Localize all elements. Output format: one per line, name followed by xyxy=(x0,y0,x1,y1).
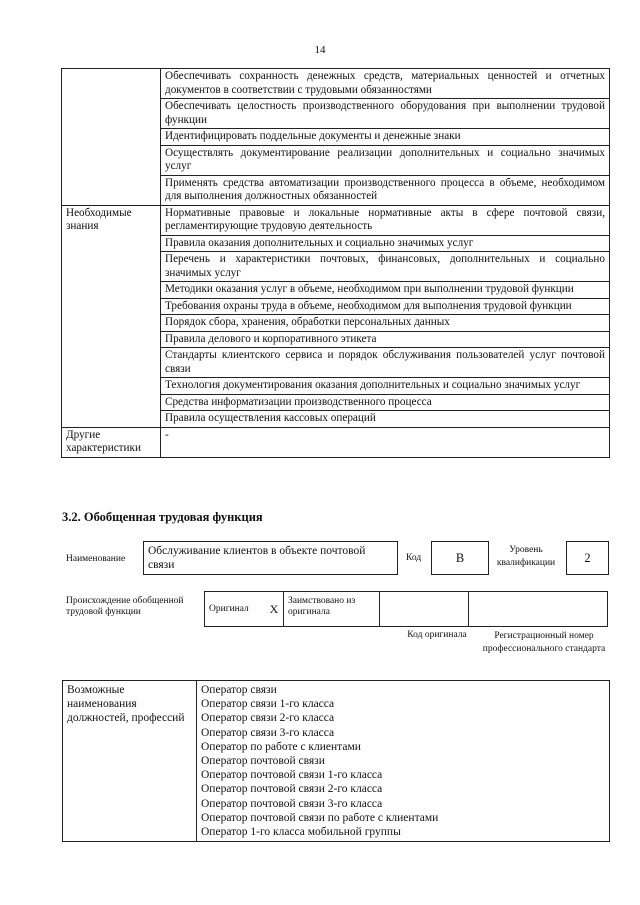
list-item: Оператор 1-го класса мобильной группы xyxy=(201,826,401,839)
table-cell: Обеспечивать сохранность денежных средств, материальных ценностей и отчетных документов в соответствии с трудовыми обязанностями xyxy=(161,69,610,99)
section-title: 3.2. Обобщенная трудовая функция xyxy=(62,510,263,524)
list-item: Оператор по работе с клиентами xyxy=(201,740,361,753)
required-knowledge-label: Необходимые знания xyxy=(62,205,161,427)
table-row xyxy=(62,427,610,457)
list-item: Оператор почтовой связи xyxy=(201,755,325,768)
table-cell: Правила делового и корпоративного этикета xyxy=(161,331,610,348)
table-cell: Перечень и характеристики почтовых, финансовых, дополнительных и социально значимых услуг xyxy=(161,252,610,282)
table-cell: Технология документирования оказания дополнительных и социально значимых услуг xyxy=(161,378,610,395)
table-cell: Осуществлять документирование реализации дополнительных и социально значимых услуг xyxy=(161,145,610,175)
list-item: Оператор почтовой связи 3-го класса xyxy=(201,797,383,810)
registration-caption: Регистрационный номер профессионального стандарта xyxy=(482,631,606,654)
table-row xyxy=(62,205,610,235)
table-cell: Стандарты клиентского сервиса и порядок обслуживания пользователей услуг почтовой связи xyxy=(161,348,610,378)
list-item: Оператор почтовой связи 1-го класса xyxy=(201,769,383,782)
table-cell: Применять средства автоматизации производственного процесса в объеме, необходимом для выполнения должностных обязанностей xyxy=(161,175,610,205)
registration-number-cell xyxy=(468,592,607,626)
list-item: Оператор почтовой связи по работе с клиентами xyxy=(201,811,439,824)
other-characteristics-label: Другие характеристики xyxy=(62,427,161,457)
original-code-cell xyxy=(379,592,468,626)
table-cell: Правила осуществления кассовых операций xyxy=(161,411,610,428)
origin-row xyxy=(204,591,608,627)
table-row xyxy=(63,681,610,842)
code-label: Код xyxy=(406,553,422,563)
name-label: Наименование xyxy=(66,554,126,564)
skills-knowledge-table xyxy=(61,68,610,458)
level-label: Уровень квалификации xyxy=(496,545,556,568)
original-mark: X xyxy=(269,601,279,616)
code-caption: Код оригинала xyxy=(407,630,467,640)
row-label-cell xyxy=(62,69,161,206)
job-titles-list xyxy=(197,681,610,842)
table-cell: Обеспечивать целостность производственного оборудования при выполнении трудовой функции xyxy=(161,99,610,129)
table-cell: Средства информатизации производственного процесса xyxy=(161,394,610,411)
list-item: Оператор связи 1-го класса xyxy=(201,698,335,711)
table-cell: Методики оказания услуг в объеме, необходимом при выполнении трудовой функции xyxy=(161,282,610,299)
page-number: 14 xyxy=(314,44,326,56)
name-value: Обслуживание клиентов в объекте почтовой связи xyxy=(143,541,398,575)
origin-label: Происхождение обобщенной трудовой функции xyxy=(66,596,184,617)
table-cell: Правила оказания дополнительных и социально значимых услуг xyxy=(161,235,610,252)
original-label: Оригинал xyxy=(209,604,249,614)
table-row xyxy=(62,69,610,99)
list-item: Оператор связи 2-го класса xyxy=(201,712,335,725)
list-item: Оператор почтовой связи 2-го класса xyxy=(201,783,383,796)
borrowed-label: Заимствовано из оригинала xyxy=(283,592,379,626)
job-titles-label: Возможные наименования должностей, профессий xyxy=(63,681,197,842)
table-cell: - xyxy=(161,427,610,457)
list-item: Оператор связи xyxy=(201,684,277,696)
code-value: B xyxy=(431,541,489,575)
table-cell: Требования охраны труда в объеме, необходимом для выполнения трудовой функции xyxy=(161,298,610,315)
table-cell: Идентифицировать поддельные документы и денежные знаки xyxy=(161,129,610,146)
list-item: Оператор связи 3-го класса xyxy=(201,726,335,739)
table-cell: Порядок сбора, хранения, обработки персональных данных xyxy=(161,315,610,332)
table-cell: Нормативные правовые и локальные нормативные акты в сфере почтовой связи, регламентирующие трудовую деятельность xyxy=(161,205,610,235)
job-titles-table xyxy=(62,680,610,842)
level-value: 2 xyxy=(566,541,609,575)
